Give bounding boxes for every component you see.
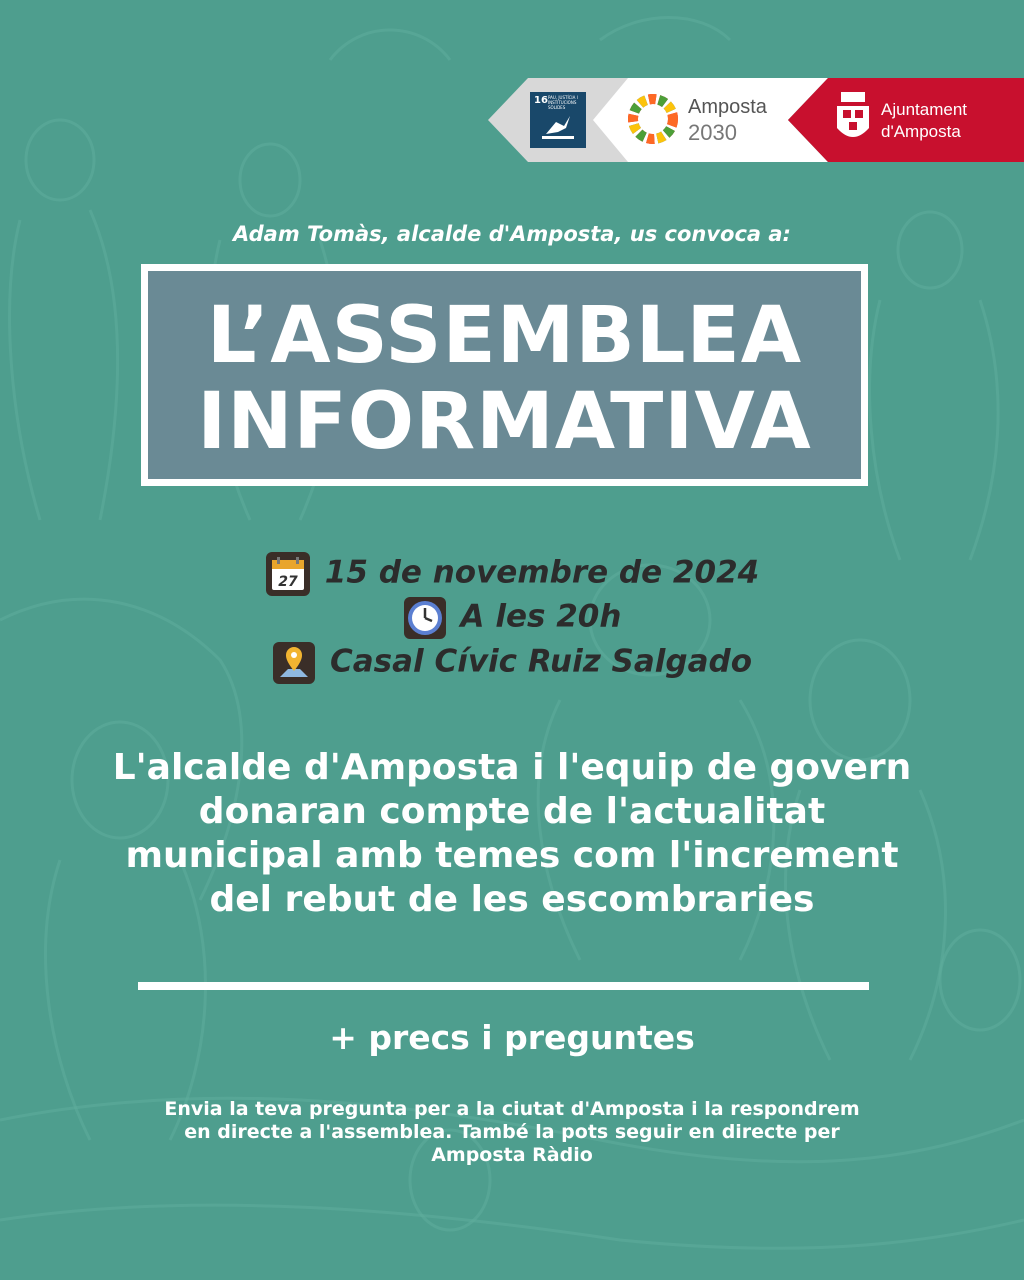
date-line [0, 551, 1024, 597]
sdg-number: 16 [534, 95, 548, 106]
sdg-wheel-icon [626, 92, 680, 146]
title-box [141, 264, 868, 486]
time-text: A les 20h [460, 598, 622, 635]
amposta-2030-name: Amposta [688, 96, 767, 118]
calendar-day: 27 [278, 574, 298, 590]
title-line-1: L’ASSEMBLEA [206, 291, 803, 381]
envia-text: Envia la teva pregunta per a la ciutat d'Amposta i la respondrem en directe a l'assemblea. També la pots seguir en directe per Amposta Ràdio [164, 1098, 860, 1166]
title-line-2: INFORMATIVA [197, 377, 812, 467]
sdg-text: PAU, JUSTÍCIA I INSTITUCIONS SÒLIDES [548, 95, 578, 110]
dove-icon [530, 92, 586, 148]
convoca-text: Adam Tomàs, alcalde d'Amposta, us convoca a: [233, 222, 791, 246]
sdg16-logo [530, 92, 586, 148]
map-pin-icon [272, 641, 316, 685]
logo-banner [488, 78, 1024, 162]
clock-icon [403, 596, 447, 640]
calendar-icon [265, 551, 311, 597]
ajuntament-line1: Ajuntament [881, 100, 967, 119]
time-line [0, 596, 1024, 640]
description-text: L'alcalde d'Amposta i l'equip de govern donaran compte de l'actualitat municipal amb temes com l'increment del rebut de les escombraries [112, 747, 912, 920]
coat-of-arms-icon [833, 88, 873, 150]
ajuntament-line2: d'Amposta [881, 122, 961, 141]
place-text: Casal Cívic Ruiz Salgado [329, 643, 752, 680]
date-text: 15 de novembre de 2024 [324, 554, 760, 591]
divider [138, 982, 869, 990]
precs-text: + precs i preguntes [329, 1018, 695, 1057]
amposta-2030-year: 2030 [688, 120, 737, 145]
place-line [0, 641, 1024, 685]
